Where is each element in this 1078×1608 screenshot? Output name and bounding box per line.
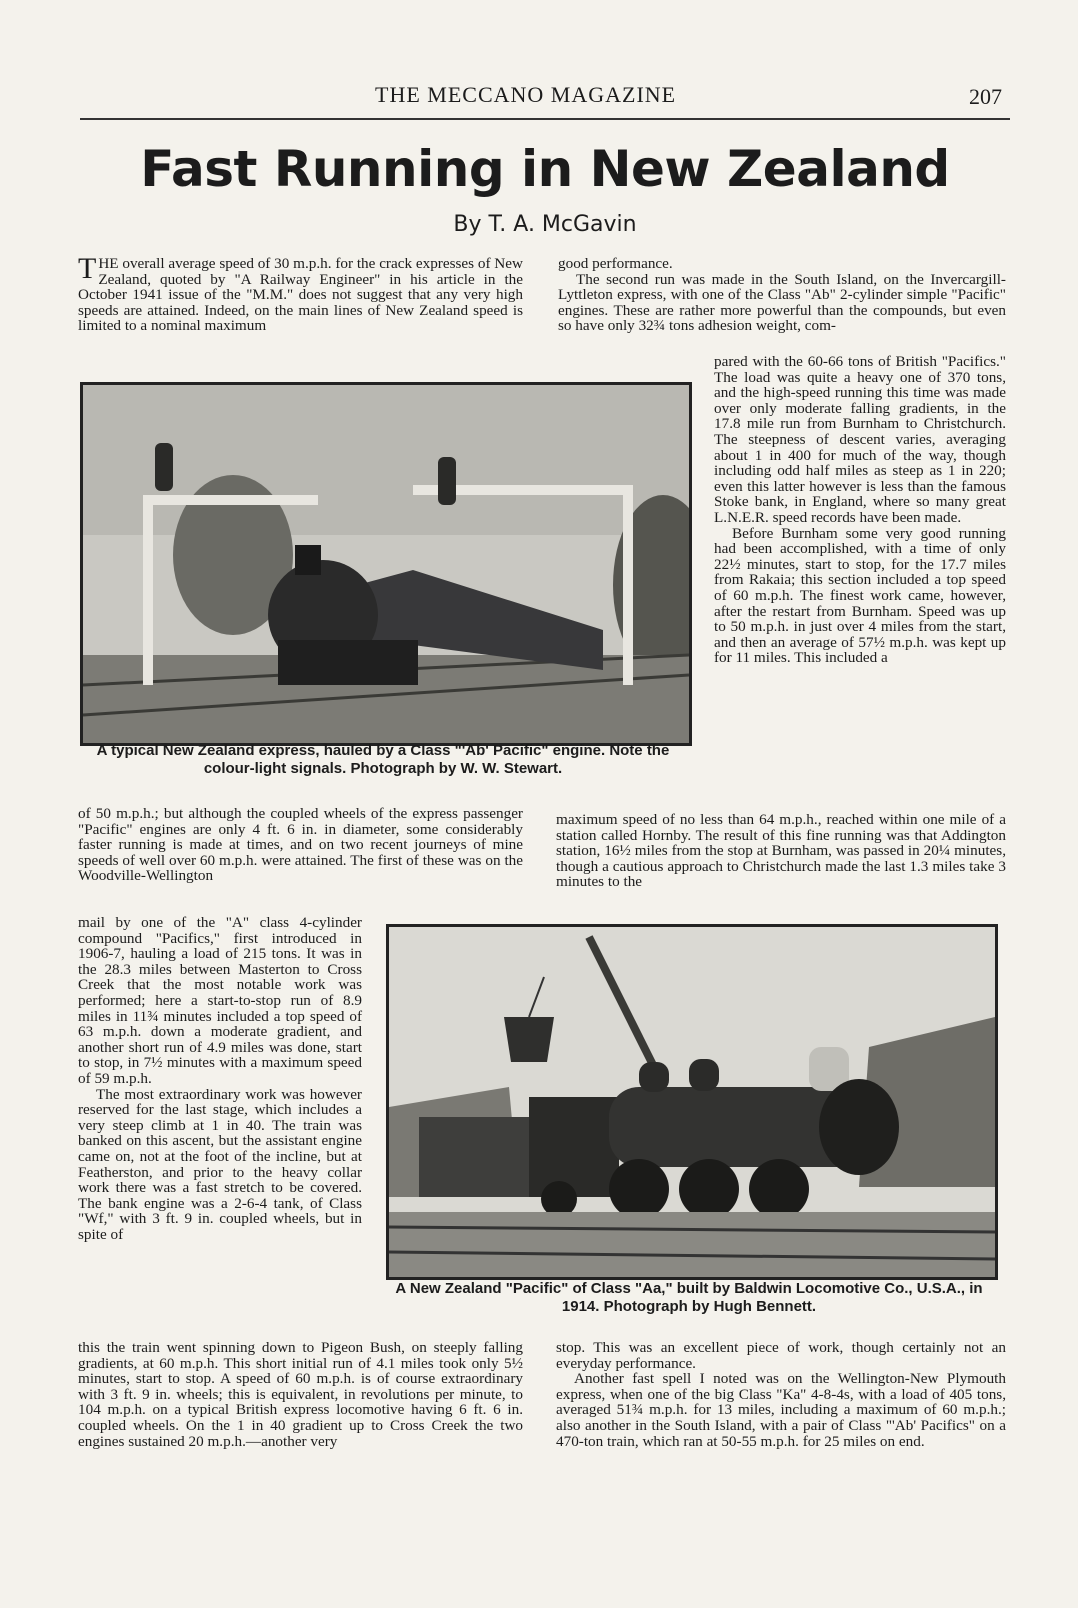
hornby-block	[556, 812, 1006, 890]
bank-engine-paragraph: The most extraordinary work was however reserved for the last stage, which includes a very steep climb at 1 in 40. The train was banked on this ascent, but the assistant engine came on, not at the foot of the incline, but at Featherston, and prior to the heavy collar work there was a fast stretch to be covered. The bank engine was a 2-6-4 tank, of Class "Wf," with 3 ft. 9 in. coupled wheels, but in spite of	[78, 1085, 362, 1243]
intro-paragraph-block	[78, 252, 523, 335]
good-performance-line: good performance.	[558, 255, 673, 272]
second-run-block	[558, 256, 1006, 334]
second-run-paragraph: The second run was made in the South Island, on the Invercargill-Lyttleton express, with one of the Class "Ab" 2-cylinder simple "Pacific" engines. These are rather more powerful than the compounds, but even so have only 32¾ tons adhesion weight, com-	[558, 270, 1006, 335]
pigeon-bush-block	[78, 1340, 523, 1449]
rakaia-paragraph: Before Burnham some very good running had been accomplished, with a time of only 22½ minutes, start to stop, for the 17.7 miles from Rakaia; this section included a top speed of 60 m.p.h. The finest work came, however, after the restart from Burnham. Speed was up to 50 m.p.h. in just over 4 miles from the start, and then an average of 57½ m.p.h. was kept up for 11 miles. This included a	[714, 524, 1006, 667]
intro-paragraph	[78, 252, 523, 335]
intro-text: HE overall average speed of 30 m.p.h. for the crack expresses of New Zealand, quoted by "A Railway Engineer" in his article in the October 1941 issue of the "M.M." does not suggest that any very high speeds are attained. Indeed, on the main lines of New Zealand speed is limited to a nominal maximum	[78, 255, 523, 335]
article-title: Fast Running in New Zealand	[140, 140, 950, 198]
express-train-photo	[80, 382, 692, 746]
pacific-locomotive-caption: A New Zealand "Pacific" of Class "Aa," built by Baldwin Locomotive Co., U.S.A., in 1914. Photograph by Hugh Bennett.	[395, 1280, 983, 1315]
speed-limit-paragraph: of 50 m.p.h.; but although the coupled wheels of the express passenger "Pacific" engines are only 4 ft. 6 in. in diameter, some considerably faster running is made at times, and on two recent journeys of mine speeds of well over 60 m.p.h. were attained. The first of these was on the Woodville-Wellington	[78, 805, 523, 885]
drop-cap: T	[78, 252, 97, 285]
hornby-paragraph: maximum speed of no less than 64 m.p.h., reached within one mile of a station called Hornby. The result of this fine running was that Addington station, 16½ miles from the stop at Burnham, was passed in 20¼ minutes, though a cautious approach to Christchurch made the last 1.3 miles take 3 minutes to the	[556, 811, 1006, 891]
pigeon-bush-paragraph: this the train went spinning down to Pigeon Bush, on steeply falling gradients, at 60 m.p.h. This short initial run of 4.1 miles took only 5½ minutes, start to stop. A speed of 60 m.p.h. is of course extraordinary with 3 ft. 9 in. wheels; this is equivalent, in revolutions per minute, to 104 m.p.h. on a typical British express locomotive having 6 ft. 6 in. coupled wheels. On the 1 in 40 gradient up to Cross Creek the two engines sustained 20 m.p.h.—another very	[78, 1339, 523, 1450]
express-train-caption: A typical New Zealand express, hauled by a Class "'Ab' Pacific" engine. Note the colour-light signals. Photograph by W. W. Stewart.	[96, 742, 670, 777]
burnham-run-block	[714, 354, 1006, 666]
ka-class-block	[556, 1340, 1006, 1449]
burnham-paragraph: pared with the 60-66 tons of British "Pacifics." The load was quite a heavy one of 370 tons, and the high-speed running this time was made over only moderate falling gradients, in the 17.8 mile run from Burnham to Christchurch. The steepness of descent varies, averaging about 1 in 400 for much of the way, though including odd half miles as steep as 1 in 220; even this latter however is less than the famous Stoke bank, in England, where so many great L.N.E.R. speed records have been made.	[714, 353, 1006, 526]
speed-limit-block	[78, 806, 523, 884]
pacific-locomotive-illustration	[389, 927, 995, 1277]
running-header	[80, 78, 1010, 120]
ka-class-paragraph: Another fast spell I noted was on the Wellington-New Plymouth express, when one of the big Class "Ka" 4-8-4s, with a load of 405 tons, averaged 51¾ m.p.h. for 13 miles, including a maximum of 60 m.p.h.; also another in the South Island, with a pair of Class "'Ab' Pacifics" on a 470-ton train, which ran at 50-55 m.p.h. for 25 miles on end.	[556, 1370, 1006, 1450]
pacific-locomotive-photo	[386, 924, 998, 1280]
page-number: 207	[969, 84, 1002, 109]
excellent-work-paragraph: stop. This was an excellent piece of work, though certainly not an everyday performance.	[556, 1339, 1006, 1372]
article-byline: By T. A. McGavin	[453, 212, 637, 237]
running-title: THE MECCANO MAGAZINE	[375, 82, 677, 107]
woodville-paragraph: mail by one of the "A" class 4-cylinder compound "Pacifics," first introduced in 1906-7, hauling a load of 215 tons. It was in the 28.3 miles between Masterton to Cross Creek that the most notable work was performed; here a start-to-stop run of 8.9 miles in 11¾ minutes included a top speed of 63 m.p.h. down a moderate gradient, and another short run of 4.9 miles was done, start to stop, in 7½ minutes with a maximum speed of 59 m.p.h.	[78, 914, 362, 1087]
woodville-block	[78, 915, 362, 1242]
express-train-illustration	[83, 385, 689, 743]
